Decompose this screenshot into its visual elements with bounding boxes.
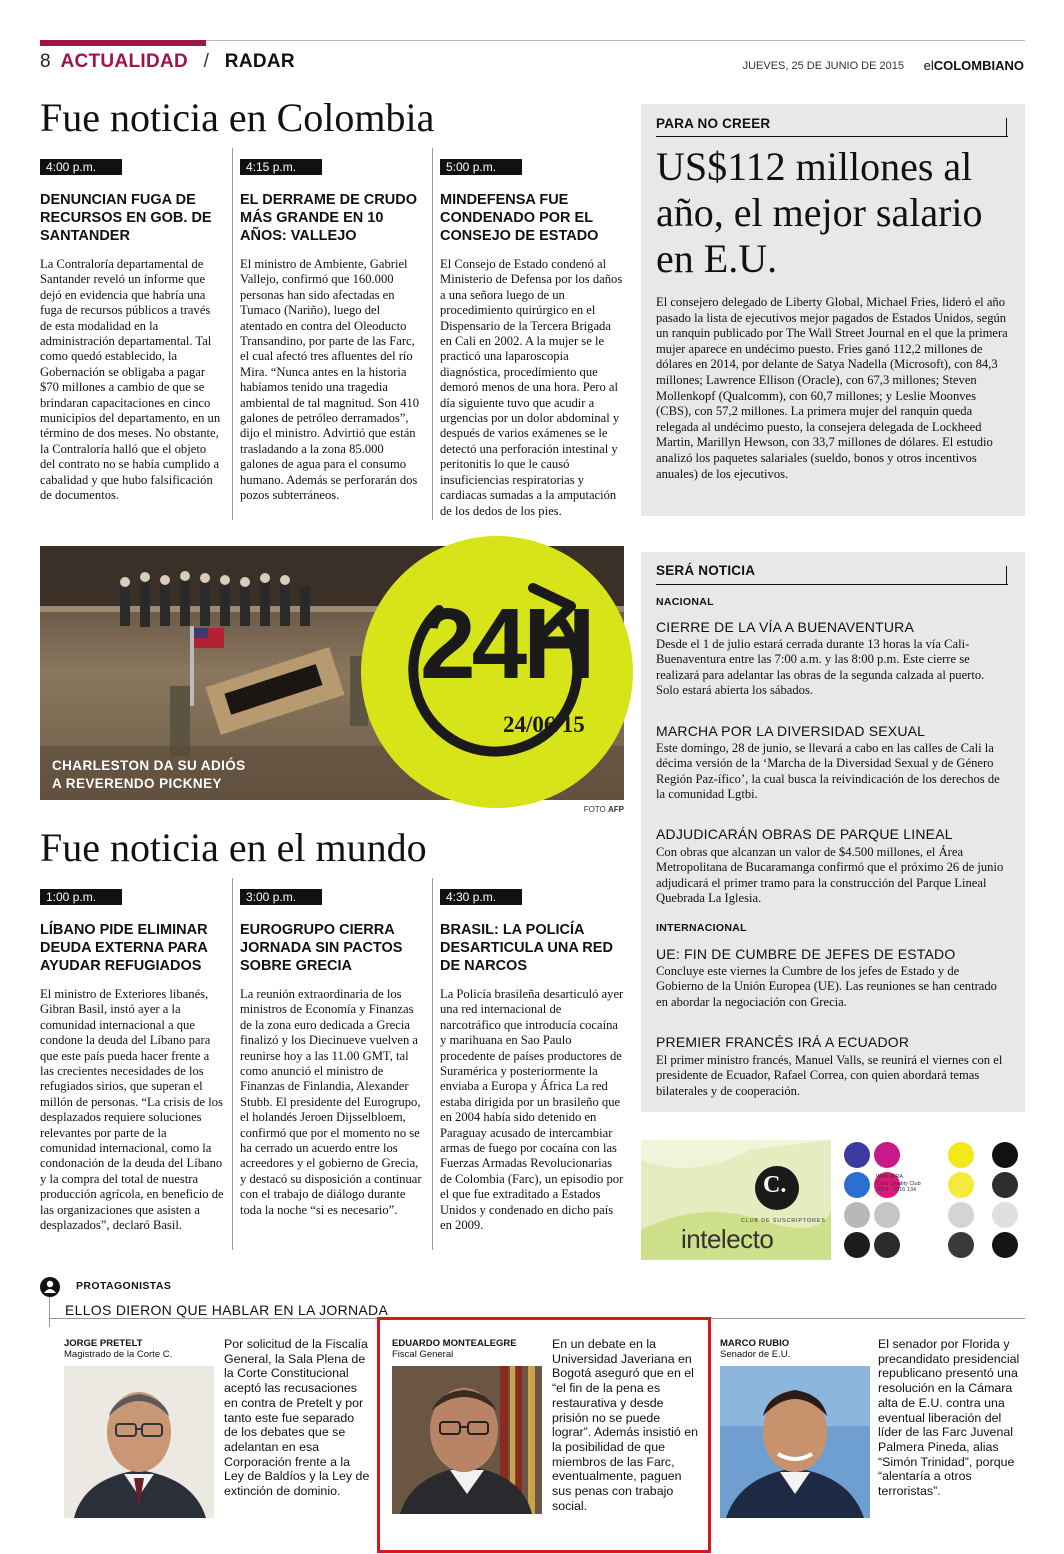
time-badge: 3:00 p.m.: [240, 889, 322, 905]
column-divider: [432, 878, 433, 1250]
news-item: [240, 158, 424, 504]
photo-caption: [52, 757, 246, 793]
protagonistas-subtitle: ELLOS DIERON QUE HABLAR EN LA JORNADA: [65, 1302, 389, 1318]
color-swatch: [948, 1172, 974, 1198]
color-swatch: [992, 1172, 1018, 1198]
brief-body: Desde el 1 de julio estará cerrada durante 13 horas la vía Cali-Buenaventura entre las 7:00 a.m. y las 8:00 p.m. Este cierre se realizará para adelantar las obras de la segunda calzada al puerto. Solo estará abierta los sábados.: [656, 637, 985, 698]
news-body: El ministro de Exteriores libanés, Gibran Basil, instó ayer a la comunidad internacional a que condone la deuda del Líbano para que este país pueda hacer frente a las crecientes necesidades de los refugiados sirios, que superan el millón de personas. “La crisis de los desplazados requiere soluciones relevantes por parte de la comunidad internacional, como la condonación de la deuda del Líbano y la compra del total de nuestra producción agrícola, en beneficio de las organizaciones que asisten a desplazados”, declaró Basil.: [40, 987, 224, 1233]
brief-title: PREMIER FRANCÉS IRÁ A ECUADOR: [656, 1034, 910, 1050]
news-body: El Consejo de Estado condenó al Ministerio de Defensa por los daños a una señora luego de un procedimiento quirúrgico en el Dispensario de la Tercera Brigada en Cali en 2002. A la mujer se le practicó una laparoscopia diagnóstica, procedimiento que demoró menos de una hora. Pero al día siguiente tuvo que acudir a urgencias por un dolor abdominal y después de varios exámenes se le detectó una perforación intestinal y peritonitis lo que le causó insuficiencias respiratorias y cardiacas sumadas a la amputación de los dedos de los pies.: [440, 257, 623, 518]
time-badge: 4:00 p.m.: [40, 159, 122, 175]
section-name: ACTUALIDAD: [60, 51, 189, 72]
protagonist-photo: [64, 1366, 214, 1518]
person-icon-graphic: [40, 1277, 60, 1297]
section-header: [40, 51, 295, 73]
color-swatch: [948, 1142, 974, 1168]
color-swatch: [948, 1202, 974, 1228]
colombia-heading: Fue noticia en Colombia: [40, 95, 435, 140]
quality-line: Color Quality Club: [876, 1180, 921, 1187]
quality-club-label: [876, 1174, 936, 1194]
color-swatch: [992, 1202, 1018, 1228]
category-label: INTERNACIONAL: [656, 922, 747, 934]
color-swatch: [992, 1232, 1018, 1258]
quality-line: WAN-IFRA: [876, 1174, 903, 1180]
color-swatch: [844, 1142, 870, 1168]
brand-prefix: el: [923, 58, 934, 73]
time-badge: 4:15 p.m.: [240, 159, 322, 175]
portrait-rubio: [720, 1366, 870, 1518]
section-separator: /: [203, 51, 210, 72]
category-label: NACIONAL: [656, 596, 714, 608]
color-swatch: [844, 1172, 870, 1198]
photo-caption-line: A REVERENDO PICKNEY: [52, 776, 222, 791]
news-item: [240, 888, 424, 1218]
edition-date: JUEVES, 25 DE JUNIO DE 2015: [742, 60, 904, 72]
ad-small-text: CLUB DE SUSCRIPTORES: [741, 1218, 826, 1224]
news-title: EL DERRAME DE CRUDO MÁS GRANDE EN 10 AÑOS: VALLEJO: [240, 192, 417, 244]
box-rule: [656, 584, 1008, 585]
brief-body: Con obras que alcanzan un valor de $4.500 millones, el Área Metropolitana de Bucaramanga confirmó que el próximo 26 de junio adjudicará el primer tramo para la construcción del Parque Lineal Quebrada La Iglesia.: [656, 845, 1004, 906]
photo-credit: [584, 805, 624, 814]
news-item: [440, 158, 624, 519]
news-body: La reunión extraordinaria de los ministros de Economía y Finanzas de la zona euro dedicada a Grecia finalizó y los Diecinueve vuelven a reunirse hoy a las 11.00 GMT, tal como anunció el ministro de Finanzas de Finlandia, Alexander Stubb. El presidente del Eurogrupo, el holandés Jeroen Dijsselbloem, confirmó que por el momento no se ha cerrado un acuerdo entre los acreedores y el gobierno de Grecia, y destacó su disposición a continuar con el trabajo de diálogo durante toda la noche “si es necesario”.: [240, 987, 422, 1217]
mundo-heading: Fue noticia en el mundo: [40, 825, 427, 870]
brief-title: UE: FIN DE CUMBRE DE JEFES DE ESTADO: [656, 946, 956, 962]
color-quality-swatches: [844, 1142, 1024, 1260]
news-body: El ministro de Ambiente, Gabriel Vallejo, confirmó que 160.000 personas han sido afectadas en Tumaco (Nariño), luego del atentado en contra del Oleoducto Transandino, por parte de las Farc, el cual afectó tres afluentes del río Mira. “Nunca antes en la historia habíamos tenido una tragedia ambiental de tal magnitud. Son 410 galones de petróleo derramados”, dijo el ministro. Advirtió que están trasladando a la zona 85.000 galones de agua para el consumo humano. Además se perforarán dos pozos subterráneos.: [240, 257, 420, 503]
highlight-frame: [377, 1317, 711, 1553]
protagonist-name: MARCO RUBIO: [720, 1338, 790, 1349]
news-item: [440, 888, 624, 1234]
ad-logo-letter: C.: [763, 1172, 787, 1198]
color-swatch: [874, 1232, 900, 1258]
news-title: DENUNCIAN FUGA DE RECURSOS EN GOB. DE SANTANDER: [40, 192, 212, 244]
box-rule-tick: [1006, 118, 1007, 137]
section-accent-bar: [40, 40, 206, 46]
time-badge: 5:00 p.m.: [440, 159, 522, 175]
24h-label: 24H: [420, 588, 592, 700]
subsection-name: RADAR: [224, 51, 295, 72]
color-swatch: [948, 1232, 974, 1258]
color-swatch: [844, 1232, 870, 1258]
para-no-creer-body: El consejero delegado de Liberty Global, Michael Fries, lideró el año pasado la lista de ejecutivos mejor pagados de Estados Unidos, según un ranquin publicado por The Wall Street Journal en el que la primera mujer aparece en undécimo puesto. Fries ganó 112,2 millones de dólares en 2014, por delante de Satya Nadella (Microsoft), con 84,3 millones; Lawrence Ellison (Oracle), con 67,3 millones; Steven Mollenkopf (Qualcomm), con 60,7 millones; y Leslie Moonves (CBS), con 57,2 millones. La primera mujer del ranquin queda relegada al undécimo puesto, la consejera delegada de Lockheed Martin, Marillyn Hewson, con 33,7 millones de dólares. El estudio analizó los paquetes salariales (sueldo, bonos y otros incentivos anuales) de los ejecutivos.: [656, 295, 1008, 481]
protagonist-role: Fiscal General: [392, 1349, 454, 1360]
portrait-pretelt: [64, 1366, 214, 1518]
news-item: [40, 888, 224, 1234]
brand-name: COLOMBIANO: [933, 58, 1024, 73]
newspaper-brand: [924, 58, 1024, 73]
brief-title: MARCHA POR LA DIVERSIDAD SEXUAL: [656, 723, 926, 739]
protagonist-role: Senador de E.U.: [720, 1349, 791, 1360]
protagonist-text: El senador por Florida y precandidato presidencial republicano presentó una resolución en la Cámara alta de E.U. contra una eventual liberación del líder de las Farc Juvenal Palmera Pineda, alias “Simón Trinidad”, porque “alentaría a otros terroristas”.: [878, 1337, 1020, 1499]
brief-title: CIERRE DE LA VÍA A BUENAVENTURA: [656, 619, 915, 635]
protagonist-name: JORGE PRETELT: [64, 1338, 143, 1349]
brief-body: El primer ministro francés, Manuel Valls, se reunirá el viernes con el presidente de Ecuador, Rafael Correa, con quien abordará temas bilaterales y de cooperación.: [656, 1053, 1003, 1098]
credit-source: AFP: [608, 805, 624, 814]
color-swatch: [992, 1142, 1018, 1168]
brief-body: Este domingo, 28 de junio, se llevará a cabo en las calles de Cali la décima versión de la ‘Marcha de la Diversidad Sexual y de Género Región Paz-ífico’, la cual busca la reivindicación de los derechos de la comunidad Lgtbi.: [656, 741, 1000, 802]
ad-brand: intelecto: [681, 1224, 774, 1254]
para-no-creer-headline: US$112 millones al año, el mejor salario en E.U.: [656, 144, 983, 281]
protagonist-role: Magistrado de la Corte C.: [64, 1349, 173, 1360]
credit-label: FOTO: [583, 805, 606, 814]
box-rule-tick: [1006, 566, 1007, 585]
color-swatch: [874, 1142, 900, 1168]
column-divider: [232, 878, 233, 1250]
sera-noticia-tab: SERÁ NOTICIA: [656, 563, 756, 578]
news-body: La Contraloría departamental de Santander reveló un informe que dejó en evidencia que habría una fuga de recursos públicos a través de esta modalidad en la administración departamental. Tal como quedó establecido, la Gobernación se obligaba a pagar $70 millones a cambio de que se brindaran capacitaciones en cinco municipios del departamento, en un término de dos meses. No obstante, la Contraloría halló que el objeto del contrato no se había cumplido a cabalidad y que hubo falsificación de documentos.: [40, 257, 221, 503]
photo-caption-line: CHARLESTON DA SU ADIÓS: [52, 758, 246, 773]
news-title: BRASIL: LA POLICÍA DESARTICULA UNA RED DE NARCOS: [440, 922, 613, 974]
news-body: La Policía brasileña desarticuló ayer una red internacional de narcotráfico que introducía cocaína y marihuana en Sao Paulo procedente de países productores de Suramérica y posteriormente la enviaba a Europa y África La red estaba dirigida por un brasileño que en 2004 había sido detenido en Paraguay acusado de intercambiar armas de fuego por cocaína con las Fuerzas Armadas Revolucionarias de Colombia (Farc), un episodio por el que fue extraditado a Estados Unidos y condenado en dicho país en 2009.: [440, 987, 624, 1233]
quality-line: 2014 - 2016 134: [876, 1187, 917, 1193]
subscribers-club-ad[interactable]: [641, 1140, 831, 1260]
person-icon: [40, 1277, 60, 1297]
badge-date: 24/06/15: [503, 712, 585, 737]
news-title: MINDEFENSA FUE CONDENADO POR EL CONSEJO DE ESTADO: [440, 192, 599, 244]
protagonist-text: Por solicitud de la Fiscalía General, la Sala Plena de la Corte Constitucional aceptó las recusaciones en contra de Pretelt y por tanto este fue separado de los debates que se adelantan en esa Corporación frente a la Ley de Baldíos y la Ley de extinción de dominio.: [224, 1337, 370, 1499]
box-rule: [656, 136, 1008, 137]
protagonist-name: EDUARDO MONTEALEGRE: [392, 1338, 517, 1349]
news-title: LÍBANO PIDE ELIMINAR DEUDA EXTERNA PARA AYUDAR REFUGIADOS: [40, 922, 208, 974]
protagonist-text: En un debate en la Universidad Javeriana en Bogotá aseguró que en el “el fin de la pena es restaurativa y desde prisión no se puede lograr”. Además insistió en la posibilidad de que miembros de las Farc, eventualmente, paguen sus penas con trabajo social.: [552, 1337, 699, 1513]
news-title: EUROGRUPO CIERRA JORNADA SIN PACTOS SOBRE GRECIA: [240, 922, 403, 974]
brief-body: Concluye este viernes la Cumbre de los jefes de Estado y de Gobierno de la Unión Europea (UE). Las reuniones se han centrado en abordar la negociación con Grecia.: [656, 964, 997, 1009]
protagonistas-rule: [49, 1297, 50, 1327]
color-swatch: [844, 1202, 870, 1228]
news-item: [40, 158, 224, 504]
protagonist-card: [720, 1338, 870, 1360]
column-divider: [432, 148, 433, 520]
para-no-creer-tab: PARA NO CREER: [656, 116, 771, 131]
time-badge: 1:00 p.m.: [40, 889, 122, 905]
protagonist-photo: [720, 1366, 870, 1518]
protagonistas-tab: PROTAGONISTAS: [76, 1280, 172, 1292]
column-divider: [232, 148, 233, 520]
time-badge: 4:30 p.m.: [440, 889, 522, 905]
protagonist-card: [64, 1338, 214, 1360]
brief-title: ADJUDICARÁN OBRAS DE PARQUE LINEAL: [656, 826, 953, 842]
color-swatch: [874, 1202, 900, 1228]
page-number: 8: [40, 51, 51, 72]
